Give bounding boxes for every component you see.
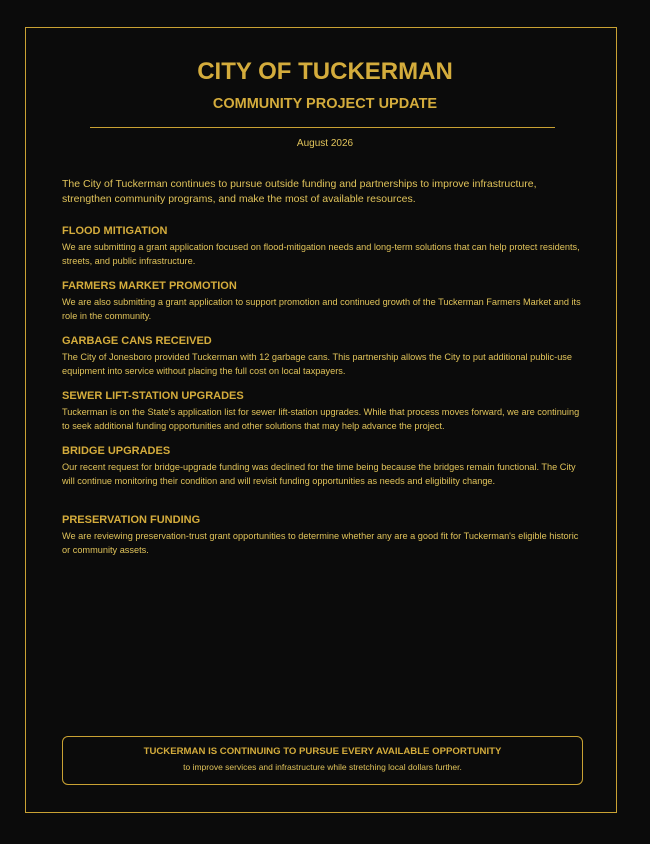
section-body: We are submitting a grant application focused on flood-mitigation needs and long-term solutions that can help protect residents, streets, and public infrastructure. — [62, 242, 580, 266]
section-sewer-lift-station-upgrades — [62, 390, 587, 433]
section-preservation-funding — [62, 514, 587, 557]
footer-callout — [62, 736, 583, 785]
footer-title: TUCKERMAN IS CONTINUING TO PURSUE EVERY AVAILABLE OPPORTUNITY — [143, 746, 502, 757]
section-flood-mitigation — [62, 225, 587, 268]
section-farmers-market-promotion — [62, 280, 587, 323]
section-body: We are also submitting a grant application to support promotion and continued growth of the Tuckerman Farmers Market and its role in the community. — [62, 297, 581, 321]
section-body: The City of Jonesboro provided Tuckerman with 12 garbage cans. This partnership allows the City to put additional public-use equipment into service without placing the full cost on local taxpayers. — [62, 352, 573, 376]
title-divider — [90, 127, 555, 128]
section-garbage-cans-received — [62, 335, 587, 378]
section-bridge-upgrades — [62, 445, 587, 488]
section-heading: FLOOD MITIGATION — [62, 225, 168, 237]
section-body: Our recent request for bridge-upgrade funding was declined for the time being because the bridges remain functional. The City will continue monitoring their condition and will revisit funding opportunities as needs and eligibility change. — [62, 462, 576, 486]
footer-subtitle: to improve services and infrastructure while stretching local dollars further. — [183, 762, 462, 772]
page-title: CITY OF TUCKERMAN — [197, 58, 453, 85]
section-heading: PRESERVATION FUNDING — [62, 514, 201, 526]
issue-date: August 2026 — [296, 138, 354, 149]
section-heading: GARBAGE CANS RECEIVED — [62, 335, 212, 347]
page-subtitle: COMMUNITY PROJECT UPDATE — [212, 96, 438, 112]
intro-paragraph: The City of Tuckerman continues to pursue outside funding and partnerships to improve infrastructure, strengthen community programs, and make the most of available resources. — [62, 178, 537, 205]
section-heading: FARMERS MARKET PROMOTION — [62, 280, 237, 292]
section-heading: SEWER LIFT-STATION UPGRADES — [62, 390, 244, 402]
section-body: Tuckerman is on the State's application list for sewer lift-station upgrades. While that process moves forward, we are continuing to seek additional funding opportunities and other solutions that may help advance the project. — [62, 407, 580, 431]
section-body: We are reviewing preservation-trust grant opportunities to determine whether any are a good fit for Tuckerman's eligible historic or community assets. — [62, 531, 579, 555]
section-heading: BRIDGE UPGRADES — [62, 445, 171, 457]
